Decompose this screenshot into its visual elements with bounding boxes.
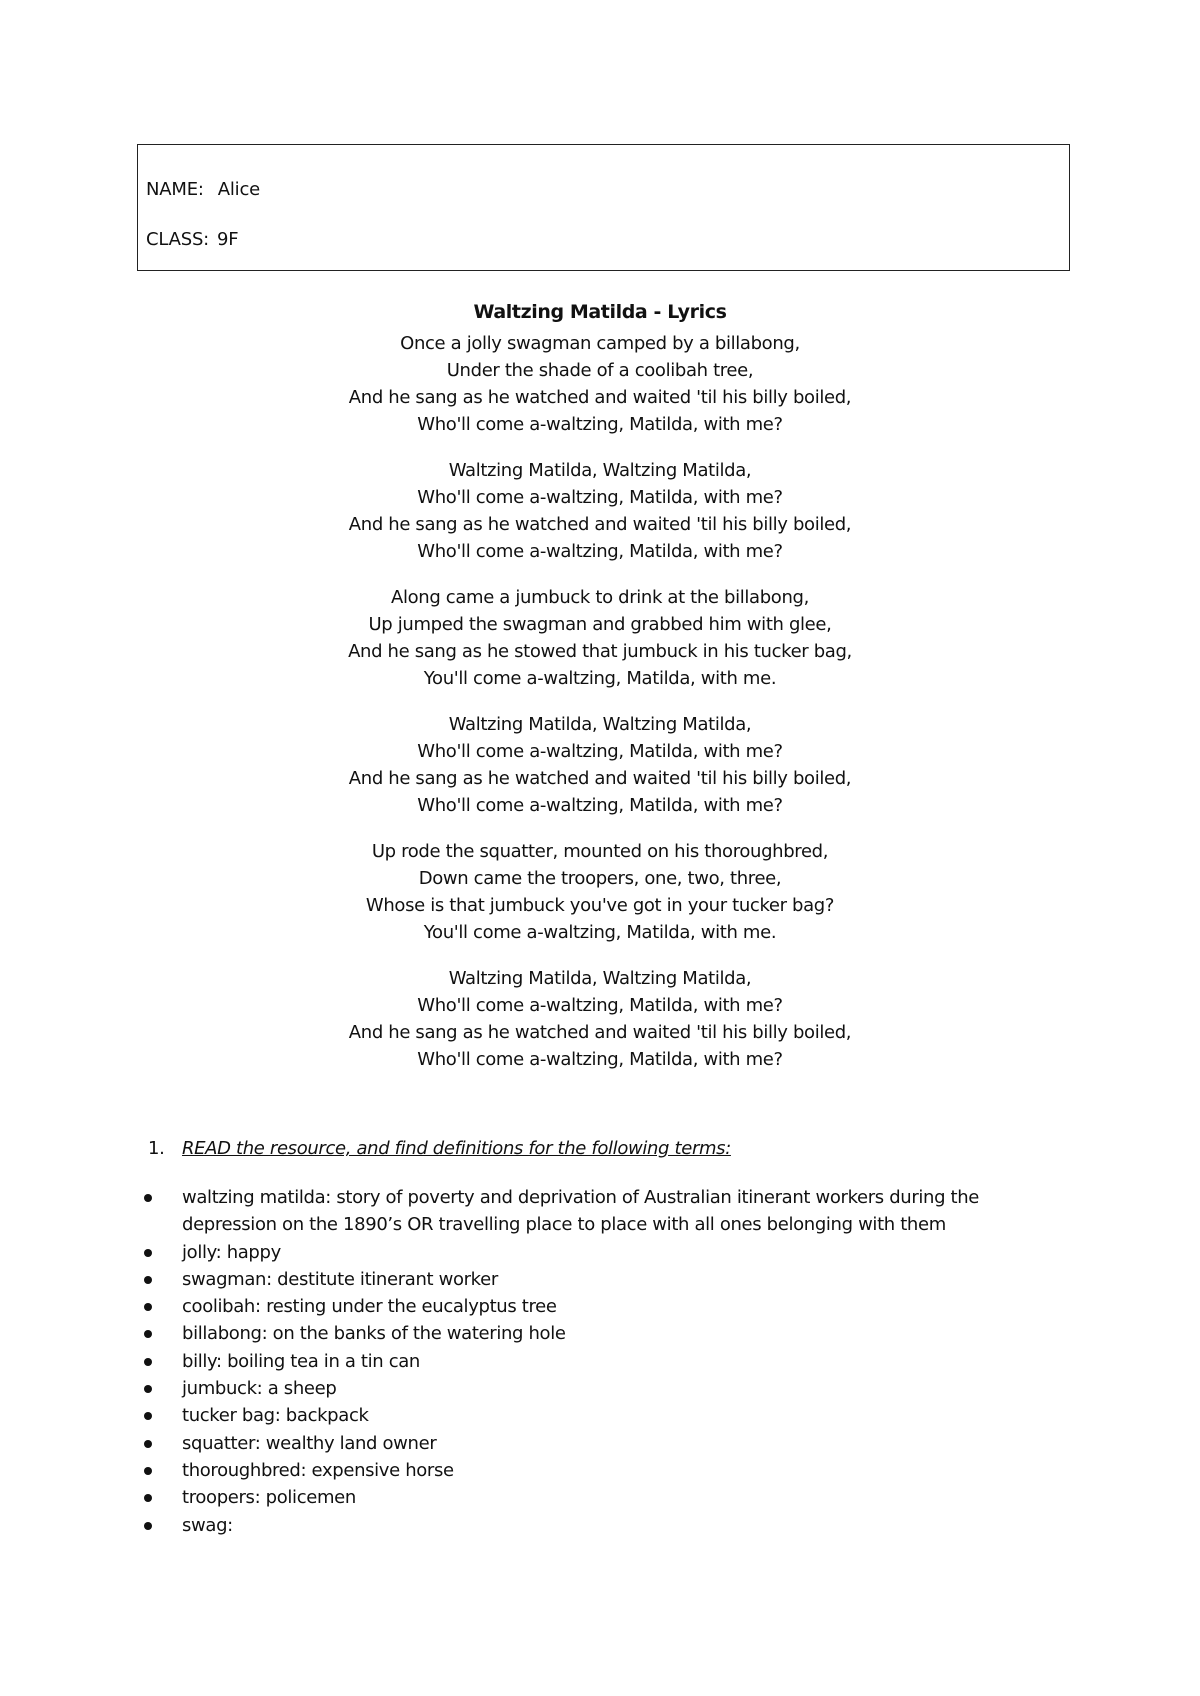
definition-item [144, 1402, 1044, 1429]
bullet-icon [144, 1522, 152, 1530]
lyrics-stanza [0, 838, 1200, 946]
definition-item [144, 1430, 1044, 1457]
lyrics-stanza [0, 457, 1200, 565]
lyric-line: Who'll come a-waltzing, Matilda, with me? [417, 995, 783, 1016]
bullet-icon [144, 1194, 152, 1202]
definition-text: thoroughbred: expensive horse [182, 1459, 454, 1481]
lyrics-stanza [0, 965, 1200, 1073]
lyric-line: Under the shade of a coolibah tree, [446, 360, 754, 381]
lyric-line: Up rode the squatter, mounted on his thoroughbred, [371, 841, 829, 862]
bullet-icon [144, 1358, 152, 1366]
definition-text: jolly: happy [182, 1241, 281, 1263]
lyric-line: And he sang as he watched and waited 'til his billy boiled, [348, 387, 852, 408]
bullet-icon [144, 1467, 152, 1475]
lyrics-title: Waltzing Matilda - Lyrics [473, 301, 727, 323]
lyric-line: And he sang as he watched and waited 'til his billy boiled, [348, 514, 852, 535]
definition-item [144, 1239, 1044, 1266]
lyric-line: Who'll come a-waltzing, Matilda, with me? [417, 1049, 783, 1070]
lyric-line: Along came a jumbuck to drink at the billabong, [391, 587, 809, 608]
definition-item [144, 1266, 1044, 1293]
lyric-line: Who'll come a-waltzing, Matilda, with me? [417, 795, 783, 816]
definition-item [144, 1184, 1044, 1239]
class-label: CLASS: [146, 229, 210, 250]
definition-text: swagman: destitute itinerant worker [182, 1268, 498, 1290]
lyric-line: Up jumped the swagman and grabbed him with glee, [368, 614, 832, 635]
definition-text: swag: [182, 1514, 233, 1536]
lyric-line: Down came the troopers, one, two, three, [418, 868, 782, 889]
definition-text: troopers: policemen [182, 1487, 356, 1509]
definitions-list [144, 1184, 1044, 1539]
name-label: NAME: [146, 179, 204, 200]
bullet-icon [144, 1303, 152, 1311]
definition-text: billy: boiling tea in a tin can [182, 1350, 420, 1372]
lyric-line: Waltzing Matilda, Waltzing Matilda, [448, 968, 752, 989]
lyric-line: Who'll come a-waltzing, Matilda, with me? [417, 741, 783, 762]
question-text: READ the resource, and find definitions for the following terms: [182, 1138, 731, 1159]
definition-item [144, 1348, 1044, 1375]
definition-item [144, 1293, 1044, 1320]
definition-text: billabong: on the banks of the watering hole [182, 1323, 566, 1345]
lyric-line: You'll come a-waltzing, Matilda, with me. [423, 668, 777, 689]
definition-item [144, 1320, 1044, 1347]
lyric-line: Waltzing Matilda, Waltzing Matilda, [448, 460, 752, 481]
bullet-icon [144, 1276, 152, 1284]
name-value: Alice [217, 179, 261, 200]
student-info-box [137, 144, 1070, 271]
bullet-icon [144, 1440, 152, 1448]
lyric-line: And he sang as he watched and waited 'til his billy boiled, [348, 768, 852, 789]
lyrics-stanza [0, 711, 1200, 819]
lyric-line: You'll come a-waltzing, Matilda, with me. [423, 922, 777, 943]
lyric-line: Once a jolly swagman camped by a billabong, [400, 333, 800, 354]
bullet-icon [144, 1249, 152, 1257]
definition-text: tucker bag: backpack [182, 1405, 369, 1427]
class-value: 9F [217, 229, 239, 250]
definition-item [144, 1512, 1044, 1539]
definition-text: squatter: wealthy land owner [182, 1432, 437, 1454]
lyric-line: Waltzing Matilda, Waltzing Matilda, [448, 714, 752, 735]
lyric-line: And he sang as he watched and waited 'til his billy boiled, [348, 1022, 852, 1043]
question-number: 1. [148, 1138, 165, 1159]
name-line [146, 179, 260, 200]
bullet-icon [144, 1494, 152, 1502]
definition-text: coolibah: resting under the eucalyptus tree [182, 1296, 557, 1318]
class-line [146, 229, 238, 250]
question-1 [148, 1138, 731, 1159]
bullet-icon [144, 1412, 152, 1420]
lyrics-stanza [0, 584, 1200, 692]
definition-item [144, 1457, 1044, 1484]
definition-text: jumbuck: a sheep [182, 1378, 337, 1400]
lyrics-body [0, 330, 1200, 1092]
lyric-line: Who'll come a-waltzing, Matilda, with me? [417, 414, 783, 435]
lyric-line: Whose is that jumbuck you've got in your tucker bag? [365, 895, 835, 916]
lyric-line: Who'll come a-waltzing, Matilda, with me? [417, 541, 783, 562]
lyric-line: Who'll come a-waltzing, Matilda, with me? [417, 487, 783, 508]
lyric-line: And he sang as he stowed that jumbuck in his tucker bag, [348, 641, 852, 662]
lyrics-stanza [0, 330, 1200, 438]
bullet-icon [144, 1385, 152, 1393]
definition-item [144, 1375, 1044, 1402]
bullet-icon [144, 1330, 152, 1338]
definition-text: waltzing matilda: story of poverty and deprivation of Australian itinerant workers during the depression on the 1890’s OR travelling place to place with all ones belonging with them [182, 1187, 980, 1236]
definition-item [144, 1484, 1044, 1511]
